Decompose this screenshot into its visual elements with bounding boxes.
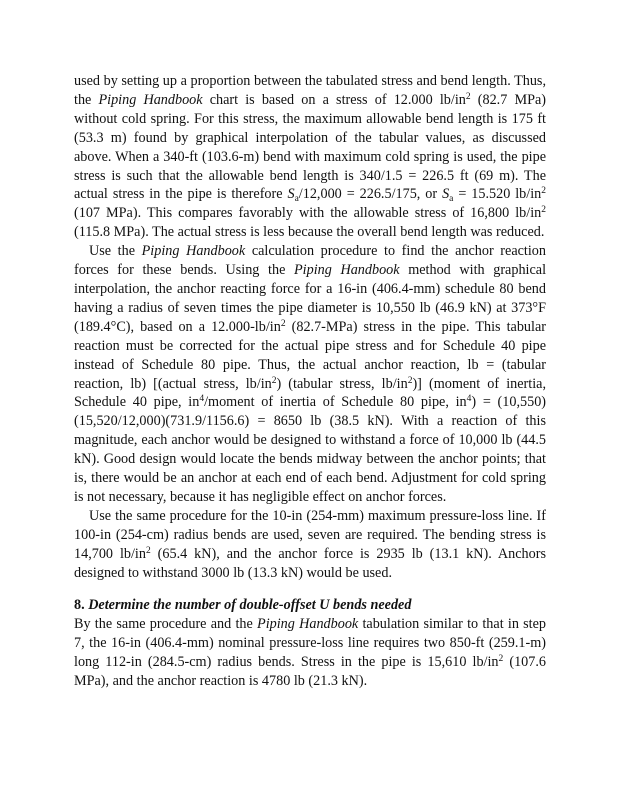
book-title: Piping Handbook xyxy=(257,616,359,633)
text-segment: used by setting up a proportion between the tabulated stress and bend length. Thus, the xyxy=(74,73,546,108)
book-title: Piping Handbook xyxy=(98,91,203,108)
book-title: Piping Handbook xyxy=(294,262,400,279)
text-segment: = 15.520 lb/in xyxy=(453,186,542,203)
book-title: Piping Handbook xyxy=(141,243,246,260)
text-segment: (82.7-MPa) stress in the pipe. This tabular reaction must be corrected for the actual pipe stress and for Schedule 40 pipe instead of Schedule 80 pipe. Thus, the actual anchor reaction, lb = (tabular reaction, lb) [(actual stress, lb/in xyxy=(74,318,546,392)
subscript: a xyxy=(449,194,454,205)
text-segment: Use the same procedure for the 10-in (254-mm) maximum pressure-loss line. If 100-in (254-cm) radius bends are used, seven are required. The bending stress is 14,700 lb/in xyxy=(74,507,546,562)
text-segment: calculation procedure to find the anchor reaction forces for these bends. Using the xyxy=(74,243,546,279)
text-segment: By the same procedure and the xyxy=(74,616,258,633)
superscript: 2 xyxy=(465,91,471,102)
superscript: 2 xyxy=(541,205,546,216)
text-segment: (107.6 MPa), and the anchor reaction is 4780 lb (21.3 kN). xyxy=(74,654,546,690)
paragraph-u-bends xyxy=(74,615,546,691)
text-segment: /moment of inertia of Schedule 80 pipe, in xyxy=(204,394,467,411)
superscript: 2 xyxy=(407,375,413,386)
superscript: 2 xyxy=(145,545,151,556)
superscript: 2 xyxy=(498,654,504,665)
text-segment: tabulation similar to that in step 7, the 16-in (406.4-mm) nominal pressure-loss line requires two 850-ft (259.1-m) long 112-in (284.5-cm) radius bends. Stress in the pipe is 15,610 lb/in xyxy=(74,616,547,671)
step-number: 8. xyxy=(74,597,85,614)
paragraph-anchor-reaction xyxy=(74,242,546,507)
text-segment: Use the xyxy=(89,243,142,260)
stress-symbol: S xyxy=(442,186,450,203)
paragraph-pressure-loss-line xyxy=(74,507,546,583)
text-segment: (115.8 MPa). The actual stress is less because the overall bend length was reduced. xyxy=(74,224,545,241)
superscript: 2 xyxy=(541,186,546,197)
text-segment: ) = (10,550)(15,520/12,000)(731.9/1156.6) = 8650 lb (38.5 kN). With a reaction of this magnitude, each anchor would be designed to withstand a force of 10,000 lb (44.5 kN). Good design would locate the bends midway between the anchor points; that is, there would be an anchor at each end of each bend. Adjustment for cold spring is not necessary, because it has negligible effect on anchor forces. xyxy=(74,394,547,505)
text-segment: (107 MPa). This compares favorably with the allowable stress of 16,800 lb/in xyxy=(74,205,542,222)
superscript: 2 xyxy=(280,318,286,329)
step-heading xyxy=(74,596,546,615)
document-page xyxy=(74,72,546,691)
superscript: 4 xyxy=(199,394,205,405)
text-segment: /12,000 = 226.5/175, or xyxy=(298,186,443,203)
superscript: 2 xyxy=(271,375,277,386)
text-segment: )] (moment of inertia, Schedule 40 pipe, in xyxy=(74,375,546,411)
text-segment: ) (tabular stress, lb/in xyxy=(276,375,408,392)
text-segment: chart is based on a stress of 12.000 lb/in xyxy=(202,91,466,108)
stress-symbol: S xyxy=(287,186,295,203)
text-segment: (65.4 kN), and the anchor force is 2935 lb (13.1 kN). Anchors designed to withstand 3000 lb (13.3 kN) would be used. xyxy=(74,545,546,581)
subscript: a xyxy=(294,194,299,205)
text-segment: method with graphical interpolation, the anchor reacting force for a 16-in (406.4-mm) schedule 80 bend having a radius of seven times the pipe diameter is 10,550 lb (46.9 kN) at 373°F (189.4°C), based on a 12.000-lb/in xyxy=(74,262,547,335)
superscript: 4 xyxy=(466,394,472,405)
text-segment: (82.7 MPa) without cold spring. For this stress, the maximum allowable bend length is 175 ft (53.3 m) found by graphical interpolation of the tabular values, as discussed above. When a 340-ft (103.6-m) bend with maximum cold spring is used, the pipe stress is such that the allowable bend length is 340/1.5 = 226.5 ft (69 m). The actual stress in the pipe is therefore xyxy=(74,91,546,203)
step-title: Determine the number of double-offset U bends needed xyxy=(88,597,412,614)
paragraph-stress-proportion xyxy=(74,72,546,242)
